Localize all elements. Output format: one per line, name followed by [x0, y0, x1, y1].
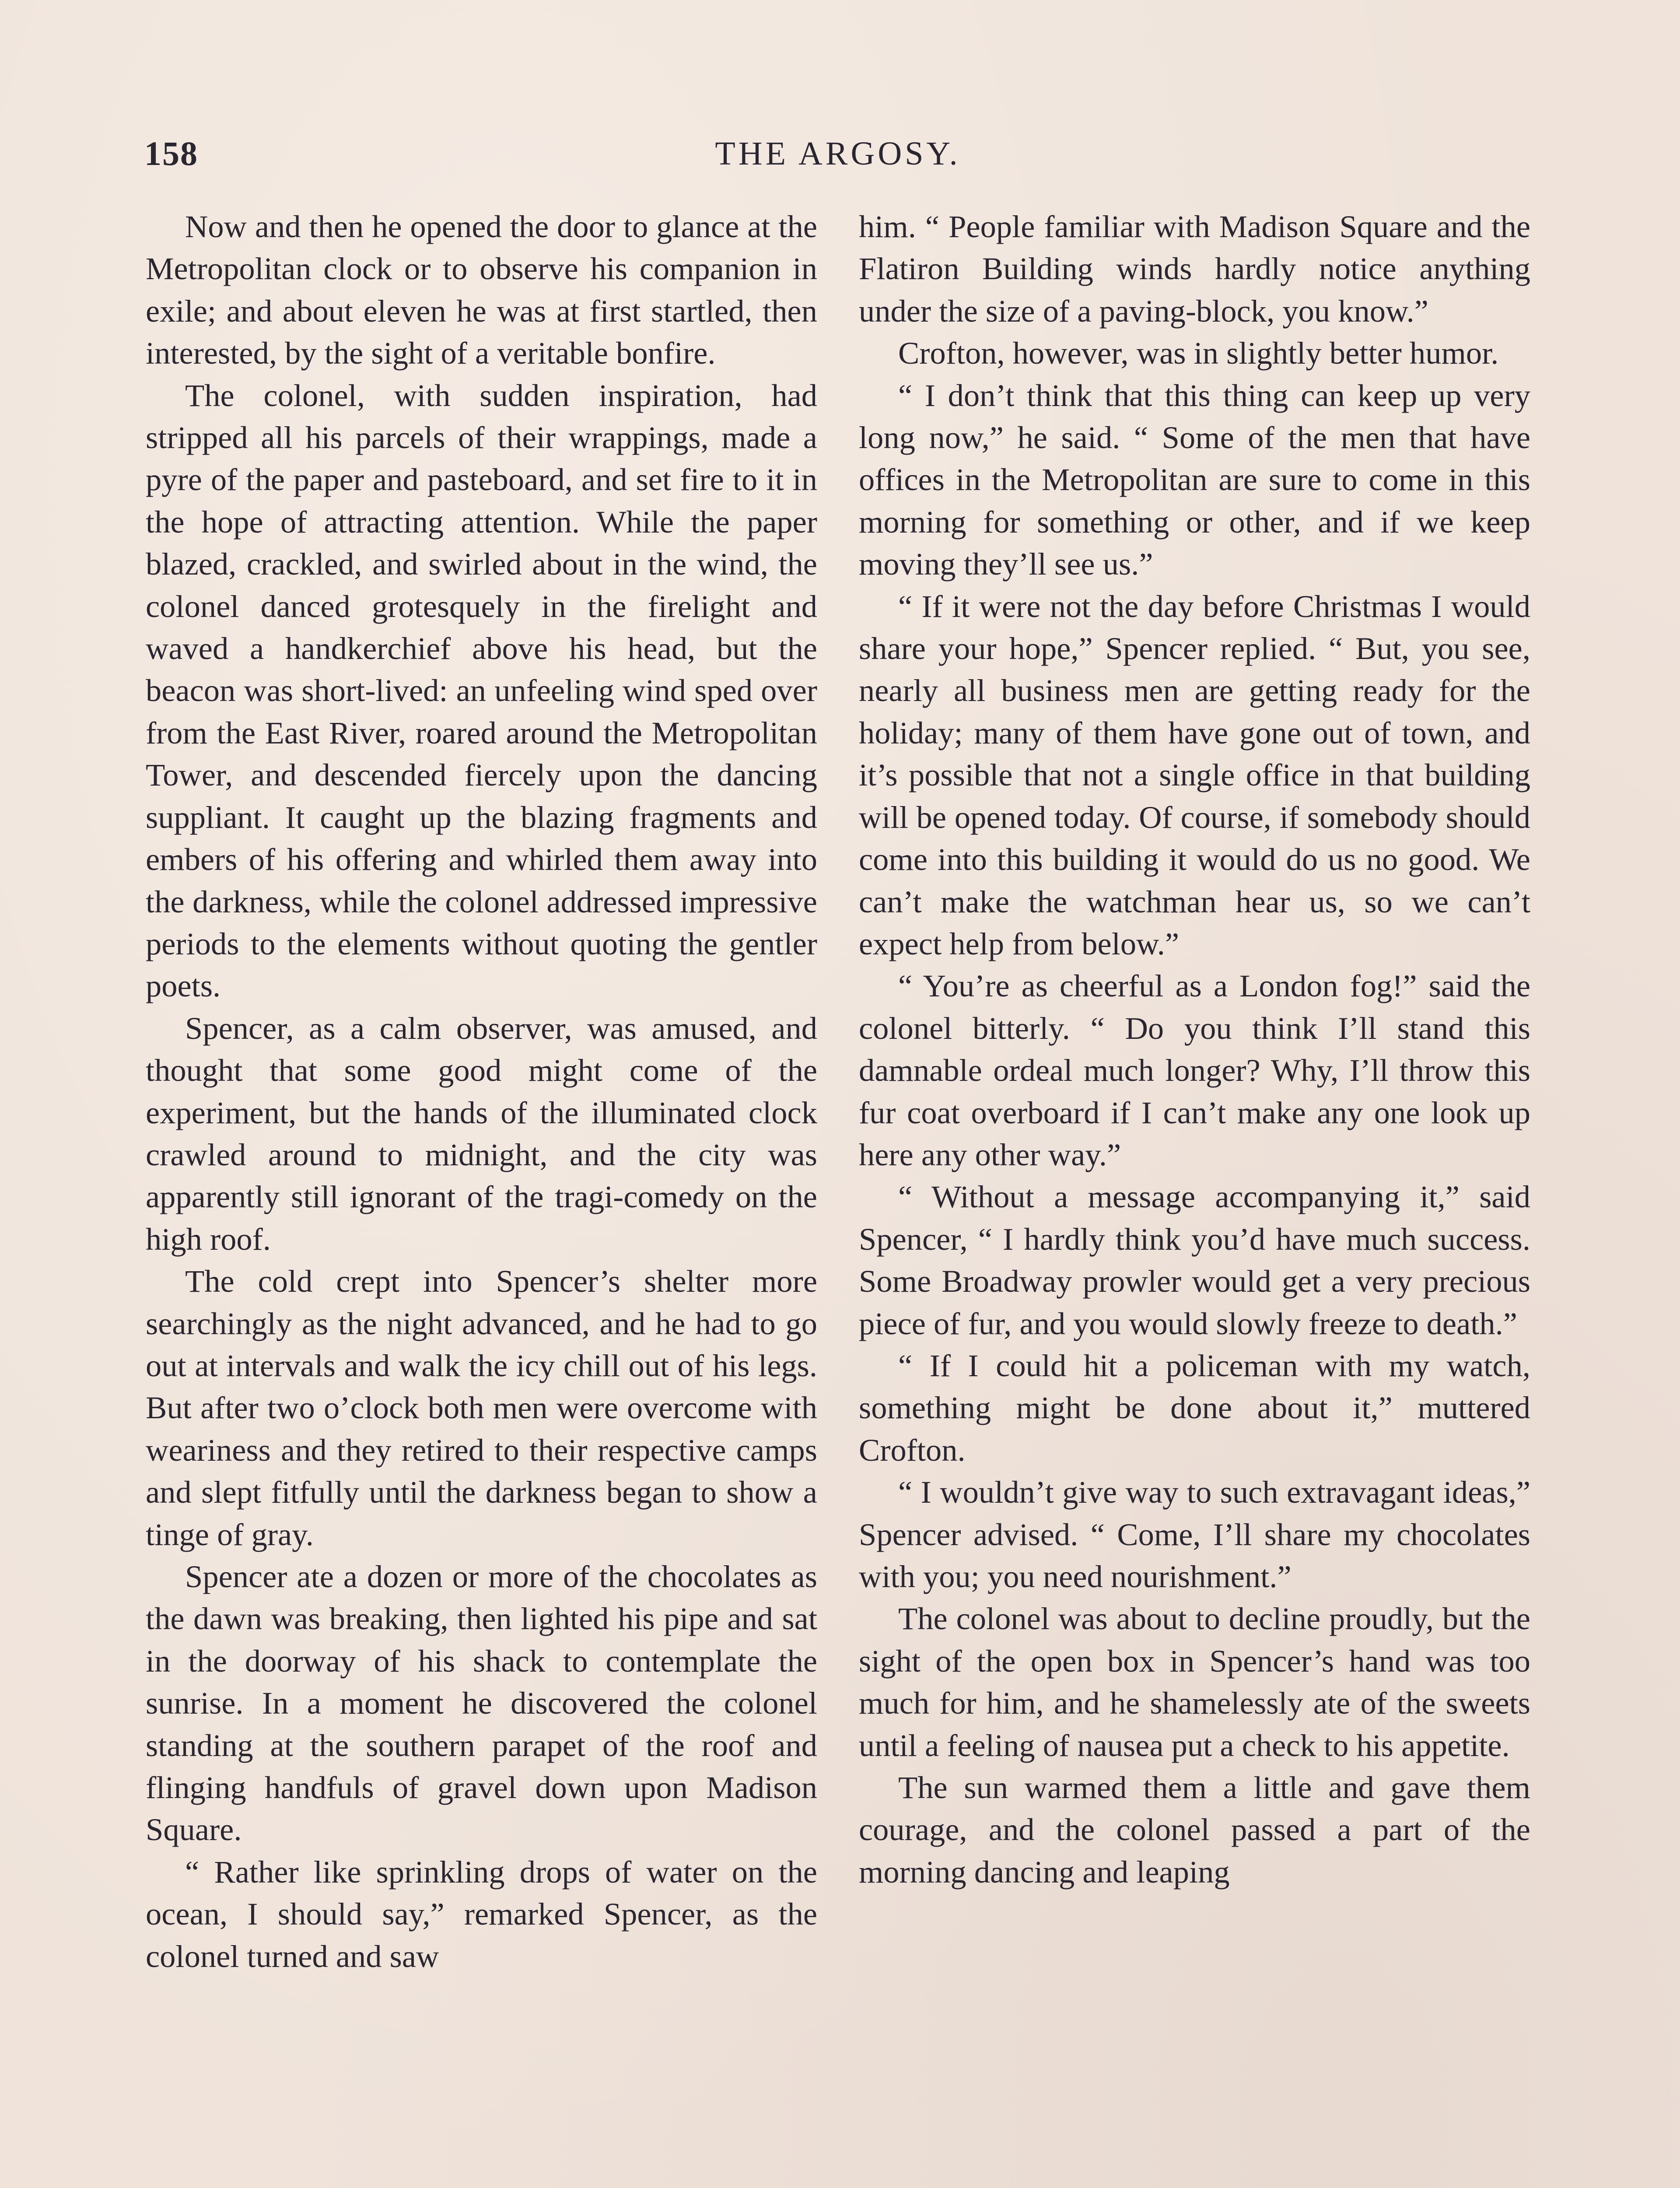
paragraph: “ If I could hit a policeman with my watch, something might be done about it,” muttered Crofton.: [859, 1347, 1530, 1468]
paragraph: The cold crept into Spencer’s shelter more searchingly as the night advanced, and he had to go out at intervals and walk the icy chill out of his legs. But after two o’clock both men were overcome with weariness and they retired to their respective camps and slept fitfully until the darkness began to show a tinge of gray.: [146, 1263, 817, 1552]
paragraph: Spencer, as a calm observer, was amused, and thought that some good might come of the experiment, but the hands of the illuminated clock crawled around to midnight, and the city was apparently still ignorant of the tragi-comedy on the high roof.: [146, 1010, 817, 1257]
running-head: THE ARGOSY.: [715, 135, 961, 172]
paragraph: “ Rather like sprinkling drops of water on the ocean, I should say,” remarked Spencer, as the colonel turned and saw: [146, 1854, 817, 1974]
left-column: [146, 206, 817, 1978]
page-number: 158: [144, 134, 198, 172]
paragraph: Now and then he opened the door to glance at the Metropolitan clock or to observe his companion in exile; and about eleven he was at first startled, then interested, by the sight of a veritable bonfire.: [146, 209, 817, 371]
page-header: [144, 130, 1531, 178]
right-column: [859, 206, 1530, 1893]
paragraph: “ Without a message accompanying it,” said Spencer, “ I hardly think you’d have much success. Some Broadway prowler would get a very precious piece of fur, and you would slowly freeze to death.”: [859, 1179, 1530, 1341]
paragraph: Crofton, however, was in slightly better humor.: [898, 335, 1499, 371]
paragraph: The sun warmed them a little and gave them courage, and the colonel passed a part of the morning dancing and leaping: [859, 1770, 1530, 1890]
paragraph: “ I wouldn’t give way to such extravagant ideas,” Spencer advised. “ Come, I’ll share my chocolates with you; you need nourishment.”: [859, 1474, 1530, 1594]
paragraph: Spencer ate a dozen or more of the chocolates as the dawn was breaking, then lighted his pipe and sat in the doorway of his shack to contemplate the sunrise. In a moment he discovered the colonel standing at the southern parapet of the roof and flinging handfuls of gravel down upon Madison Square.: [146, 1559, 817, 1848]
paragraph: “ I don’t think that this thing can keep up very long now,” he said. “ Some of the men that have offices in the Metropolitan are sure to come in this morning for something or other, and if we keep moving they’ll see us.”: [859, 377, 1530, 582]
paragraph: The colonel was about to decline proudly, but the sight of the open box in Spencer’s hand was too much for him, and he shamelessly ate of the sweets until a feeling of nausea put a check to his appetite.: [859, 1601, 1530, 1763]
paragraph: “ If it were not the day before Christmas I would share your hope,” Spencer replied. “ But, you see, nearly all business men are getting ready for the holiday; many of them have gone out of town, and it’s possible that not a single office in that building will be opened today. Of course, if somebody should come into this building it would do us no good. We can’t make the watchman hear us, so we can’t expect help from below.”: [859, 588, 1530, 961]
paragraph: “ You’re as cheerful as a London fog!” said the colonel bitterly. “ Do you think I’ll stand this damnable ordeal much longer? Why, I’ll throw this fur coat overboard if I can’t make any one look up here any other way.”: [859, 968, 1530, 1172]
paragraph: The colonel, with sudden inspiration, had stripped all his parcels of their wrappings, made a pyre of the paper and pasteboard, and set fire to it in the hope of attracting attention. While the paper blazed, crackled, and swirled about in the wind, the colonel danced grotesquely in the firelight and waved a handkerchief above his head, but the beacon was short-lived: an unfeeling wind sped over from the East River, roared around the Metropolitan Tower, and descended fiercely upon the dancing suppliant. It caught up the blazing fragments and embers of his offering and whirled them away into the darkness, while the colonel addressed impressive periods to the elements without quoting the gentler poets.: [146, 377, 817, 1004]
paragraph-continued: him. “ People familiar with Madison Square and the Flatiron Building winds hardly notice anything under the size of a paving-block, you know.”: [859, 209, 1530, 329]
